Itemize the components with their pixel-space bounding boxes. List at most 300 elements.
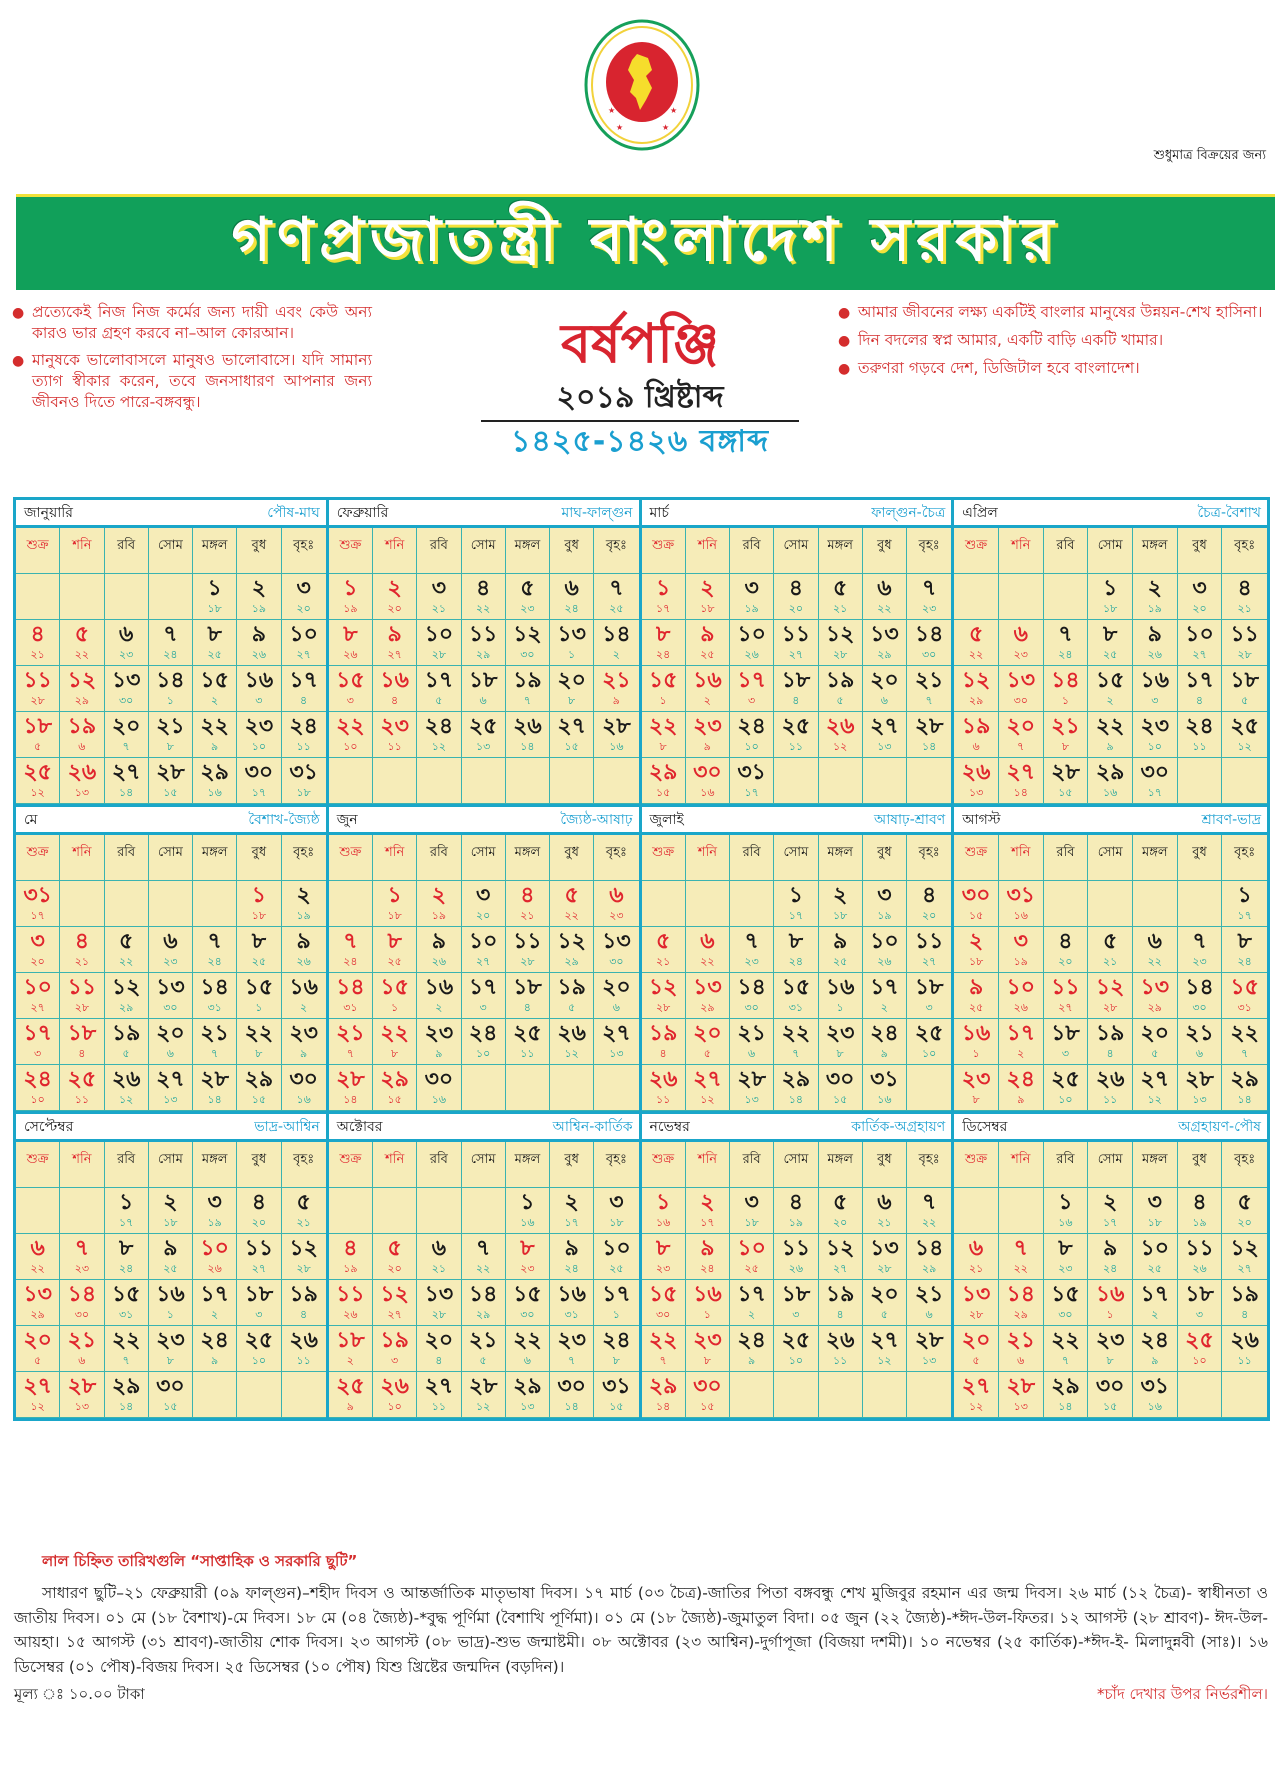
bengali-date: ২২ [30, 1262, 45, 1275]
bengali-date: ১৪ [118, 1400, 134, 1413]
day-cell [774, 1280, 818, 1326]
day-cell [149, 758, 193, 804]
gregorian-date: ১১ [23, 668, 52, 693]
gregorian-date: ২১ [1051, 714, 1080, 739]
bengali-date: ৪ [300, 1308, 308, 1321]
gregorian-date: ২১ [737, 1021, 766, 1046]
day-cell [60, 1234, 104, 1280]
weekday-header-row [642, 835, 952, 881]
gregorian-date: ১২ [513, 622, 542, 647]
day-cell [686, 712, 730, 758]
gregorian-date: ১৬ [693, 1282, 722, 1307]
day-cell [907, 1326, 951, 1372]
gregorian-date: ৪ [1058, 929, 1073, 954]
gregorian-date: ১০ [1140, 1236, 1170, 1261]
gregorian-date: ২৮ [67, 1374, 97, 1399]
bengali-date: ২৮ [30, 694, 45, 707]
month-name: সেপ্টেম্বর [24, 1118, 74, 1135]
gregorian-date: ৫ [564, 883, 579, 908]
gregorian-date: ১৬ [424, 975, 454, 1000]
weekday-label: শুক্র [954, 835, 999, 881]
bullet-icon: ● [838, 361, 851, 377]
bengali-date: ৬ [166, 1047, 174, 1060]
gregorian-date: ২ [700, 576, 715, 601]
day-cell [193, 574, 237, 620]
gregorian-date: ২৮ [737, 1067, 766, 1092]
gregorian-date: ৭ [609, 576, 624, 601]
empty-day-cell [1222, 758, 1267, 804]
day-cell [594, 973, 638, 1019]
day-cell [237, 620, 281, 666]
bengali-month-range: ফাল্গুন-চৈত্র [871, 504, 946, 521]
day-cell [1088, 1280, 1133, 1326]
weekday-label: রবি [105, 528, 149, 574]
gregorian-date: ১১ [67, 975, 97, 1000]
bengali-date: ১৩ [1192, 1093, 1207, 1106]
gregorian-date: ১৬ [156, 1282, 185, 1307]
weekday-label: বৃহঃ [282, 1142, 326, 1188]
day-cell [730, 666, 774, 712]
day-cell [105, 1372, 149, 1418]
weekday-header-row [954, 1142, 1267, 1188]
month-name: এপ্রিল [962, 504, 998, 521]
gregorian-date: ১ [655, 576, 671, 601]
bengali-date: ১৯ [1013, 955, 1028, 968]
day-cell [730, 620, 774, 666]
red-dates-legend: লাল চিহ্নিত তারিখগুলি “সাপ্তাহিক ও সরকারি ছুটি” [42, 1552, 358, 1570]
weekday-label: শনি [686, 1142, 730, 1188]
bengali-date: ২৬ [207, 1262, 222, 1275]
bengali-date: ২৪ [700, 1262, 715, 1275]
gregorian-date: ৩ [744, 576, 759, 601]
gregorian-date: ১৩ [156, 975, 185, 1000]
day-cell [60, 758, 104, 804]
bengali-date: ২৫ [1102, 648, 1118, 661]
bengali-date: ৩০ [1013, 694, 1028, 707]
bengali-date: ১৪ [1237, 1093, 1252, 1106]
day-cell [686, 1372, 730, 1418]
bengali-date: ২৫ [207, 648, 222, 661]
day-cell [506, 712, 550, 758]
bengali-date: ২৮ [1102, 1001, 1118, 1014]
bengali-date: ২৬ [877, 955, 892, 968]
day-cell [550, 1280, 594, 1326]
day-cell [60, 666, 104, 712]
day-cell [774, 666, 818, 712]
bengali-date: ২১ [832, 602, 848, 615]
month-header [642, 500, 952, 528]
gregorian-date: ৩ [296, 576, 311, 601]
day-cell [907, 1188, 951, 1234]
bengali-date: ৭ [122, 740, 130, 753]
gregorian-date: ৩০ [1095, 1374, 1125, 1399]
bengali-date: ১২ [1237, 740, 1252, 753]
bengali-date: ৪ [1106, 1047, 1114, 1060]
month-block [642, 807, 955, 1114]
gregorian-date: ২৯ [781, 1067, 811, 1092]
day-grid [329, 1188, 639, 1418]
day-cell [686, 1065, 730, 1111]
gregorian-date: ২৬ [111, 1067, 141, 1092]
month-name: আগস্ট [962, 811, 1001, 828]
gregorian-date: ১৬ [961, 1021, 991, 1046]
gregorian-date: ৩ [1013, 929, 1028, 954]
weekday-label: রবি [1044, 1142, 1089, 1188]
day-cell [329, 927, 373, 973]
bengali-date: ৭ [925, 694, 933, 707]
gregorian-date: ৯ [968, 975, 984, 1000]
gregorian-date: ১৪ [67, 1282, 97, 1307]
gregorian-date: ৩১ [737, 760, 766, 785]
bengali-date: ২৯ [564, 955, 579, 968]
empty-day-cell [863, 758, 907, 804]
gregorian-date: ১০ [602, 1236, 631, 1261]
gregorian-date: ১৮ [1185, 1282, 1214, 1307]
day-cell [16, 1280, 60, 1326]
gregorian-date: ২৫ [23, 760, 52, 785]
bengali-date: ২৭ [251, 1262, 267, 1275]
bengali-date: ৭ [1017, 740, 1025, 753]
bengali-date: ১২ [431, 740, 447, 753]
day-cell [237, 1019, 281, 1065]
day-cell [1044, 1372, 1089, 1418]
bengali-date: ১০ [1192, 1354, 1207, 1367]
gregorian-date: ২৩ [557, 1328, 586, 1353]
government-banner [16, 194, 1275, 290]
day-cell [506, 620, 550, 666]
month-header [642, 1114, 952, 1142]
day-cell [954, 1280, 999, 1326]
day-cell [642, 1188, 686, 1234]
bengali-date: ২৫ [609, 602, 624, 615]
empty-day-cell [594, 1065, 638, 1111]
bengali-date: ২৭ [30, 1001, 45, 1014]
day-cell [819, 666, 863, 712]
bengali-date: ২১ [1102, 955, 1118, 968]
weekday-label: মঙ্গল [193, 835, 237, 881]
bengali-date: ২৫ [609, 1262, 624, 1275]
day-cell [193, 712, 237, 758]
weekday-label: বুধ [237, 528, 281, 574]
bengali-date: ১০ [30, 1093, 45, 1106]
gregorian-date: ২৫ [1230, 714, 1259, 739]
bengali-date: ২৯ [700, 1001, 715, 1014]
day-cell [237, 712, 281, 758]
bengali-date: ৬ [880, 694, 888, 707]
gregorian-date: ১৩ [870, 622, 899, 647]
gregorian-date: ৮ [655, 1236, 671, 1261]
bengali-month-range: মাঘ-ফাল্গুন [561, 504, 633, 521]
day-cell [417, 666, 461, 712]
day-cell [642, 666, 686, 712]
empty-day-cell [1044, 881, 1089, 927]
gregorian-date: ১৪ [737, 975, 766, 1000]
day-cell [193, 973, 237, 1019]
day-cell [907, 620, 951, 666]
day-cell [16, 620, 60, 666]
bullet-icon: ● [12, 353, 25, 369]
day-cell [373, 927, 417, 973]
day-cell [417, 574, 461, 620]
gregorian-date: ১৮ [1230, 668, 1259, 693]
banner-title: গণপ্রজাতন্ত্রী বাংলাদেশ সরকার [231, 204, 1060, 275]
bengali-date: ১৬ [1058, 1216, 1073, 1229]
gregorian-date: ২৪ [1006, 1067, 1036, 1092]
gregorian-date: ১৮ [336, 1328, 365, 1353]
empty-day-cell [373, 758, 417, 804]
gregorian-date: ১১ [336, 1282, 365, 1307]
bengali-date: ৩ [255, 1308, 263, 1321]
gregorian-date: ১২ [1230, 1236, 1259, 1261]
bengali-date: ১০ [251, 1354, 267, 1367]
bengali-date: ৫ [1241, 694, 1249, 707]
price-label: মূল্য ঃ ১০.০০ টাকা [14, 1685, 145, 1703]
weekday-label: বৃহঃ [282, 528, 326, 574]
gregorian-date: ১৬ [289, 975, 318, 1000]
year-calendar-grid [13, 497, 1270, 1421]
weekday-header-row [16, 528, 326, 574]
gregorian-date: ৫ [1102, 929, 1118, 954]
gregorian-date: ১৫ [648, 1282, 678, 1307]
bengali-date: ২৭ [1237, 1262, 1252, 1275]
bengali-date: ১৪ [564, 1400, 579, 1413]
bengali-date: ২৩ [118, 648, 134, 661]
weekday-label: মঙ্গল [819, 835, 863, 881]
gregorian-date: ১২ [380, 1282, 409, 1307]
gregorian-date: ১৩ [602, 929, 631, 954]
day-grid [954, 1188, 1267, 1418]
day-cell [373, 712, 417, 758]
gregorian-date: ২৪ [870, 1021, 899, 1046]
weekday-label: শুক্র [642, 528, 686, 574]
day-cell [863, 1188, 907, 1234]
day-cell [417, 620, 461, 666]
day-cell [730, 1188, 774, 1234]
government-seal-logo [582, 18, 702, 152]
weekday-label: বৃহঃ [594, 1142, 638, 1188]
weekday-label: বুধ [237, 1142, 281, 1188]
empty-day-cell [282, 1372, 326, 1418]
bengali-date: ২২ [1013, 1262, 1028, 1275]
day-cell [149, 620, 193, 666]
gregorian-date: ২১ [200, 1021, 229, 1046]
day-cell [550, 1326, 594, 1372]
bengali-date: ৩০ [163, 1001, 178, 1014]
day-cell [1088, 973, 1133, 1019]
gregorian-date: ১৫ [1095, 668, 1125, 693]
gregorian-date: ১৬ [825, 975, 855, 1000]
bengali-date: ১৯ [343, 1262, 358, 1275]
day-cell [819, 881, 863, 927]
bengali-date: ৩০ [1192, 1001, 1207, 1014]
bengali-date: ১৪ [343, 1093, 358, 1106]
bengali-date: ৯ [211, 1354, 219, 1367]
day-cell [417, 1372, 461, 1418]
weekday-label: সোম [774, 1142, 818, 1188]
day-cell [819, 973, 863, 1019]
day-cell [1178, 712, 1223, 758]
weekday-label: রবি [1044, 835, 1089, 881]
gregorian-date: ২০ [870, 1282, 899, 1307]
bengali-date: ১৭ [1102, 1216, 1118, 1229]
gregorian-date: ২১ [1185, 1021, 1214, 1046]
gregorian-date: ৩ [475, 883, 491, 908]
bengali-date: ১৬ [207, 786, 222, 799]
bengali-month-range: অগ্রহায়ণ-পৌষ [1178, 1118, 1261, 1135]
gregorian-date: ১৮ [781, 668, 811, 693]
day-cell [1088, 574, 1133, 620]
bengali-date: ১৫ [163, 1400, 178, 1413]
day-cell [1222, 1188, 1267, 1234]
gregorian-date: ২৬ [648, 1067, 678, 1092]
bengali-date: ১০ [921, 1047, 937, 1060]
day-cell [1133, 927, 1178, 973]
day-cell [1044, 666, 1089, 712]
bengali-date: ১৩ [609, 1047, 624, 1060]
bengali-date: ১১ [1192, 740, 1207, 753]
gregorian-date: ২৫ [1051, 1067, 1080, 1092]
gregorian-date: ২০ [602, 975, 631, 1000]
bengali-date: ৮ [391, 1047, 399, 1060]
gregorian-date: ৪ [788, 576, 804, 601]
gregorian-date: ২৪ [23, 1067, 52, 1092]
day-cell [954, 1234, 999, 1280]
gregorian-date: ২২ [200, 714, 229, 739]
bengali-date: ৪ [1195, 694, 1204, 707]
gregorian-date: ১১ [1230, 622, 1259, 647]
day-grid [16, 574, 326, 804]
day-cell [642, 574, 686, 620]
day-cell [16, 1326, 60, 1372]
day-cell [105, 1326, 149, 1372]
day-cell [730, 758, 774, 804]
bengali-date: ২ [300, 1001, 308, 1014]
day-cell [863, 973, 907, 1019]
bengali-date: ২৩ [1013, 648, 1028, 661]
gregorian-date: ১৮ [468, 668, 498, 693]
bengali-date: ২৫ [700, 648, 715, 661]
gregorian-date: ২১ [914, 668, 944, 693]
gregorian-date: ১৮ [1051, 1021, 1080, 1046]
bengali-date: ২৭ [832, 1262, 848, 1275]
gregorian-date: ১১ [914, 929, 944, 954]
day-cell [1133, 1065, 1178, 1111]
bengali-date: ২২ [118, 955, 134, 968]
bengali-date: ২০ [1237, 1216, 1252, 1229]
bengali-date: ২৩ [744, 955, 759, 968]
day-cell [954, 712, 999, 758]
gregorian-date: ২ [387, 576, 402, 601]
day-cell [16, 1019, 60, 1065]
bengali-date: ৮ [1106, 1354, 1114, 1367]
day-cell [373, 620, 417, 666]
gregorian-date: ১৫ [781, 975, 811, 1000]
bengali-date: ২০ [475, 909, 491, 922]
day-cell [373, 574, 417, 620]
bengali-date: ৬ [523, 1354, 531, 1367]
gregorian-date: ২৭ [424, 1374, 454, 1399]
bengali-date: ২৯ [475, 648, 491, 661]
gregorian-date: ৭ [921, 1190, 937, 1215]
bengali-date: ৮ [659, 740, 667, 753]
bengali-date: ১৮ [1147, 1216, 1162, 1229]
empty-day-cell [506, 758, 550, 804]
gregorian-date: ২১ [1006, 1328, 1036, 1353]
day-cell [237, 1188, 281, 1234]
quote-item: ● মানুষকে ভালোবাসলে মানুষও ভালোবাসে। যদি সামান্য ত্যাগ স্বীকার করেন, তবে জনসাধারণ আপনার জন্য জীবনও দিতে পারে-বঙ্গবন্ধু। [12, 351, 372, 411]
bengali-date: ২০ [387, 1262, 402, 1275]
bengali-date: ৩১ [1237, 1001, 1252, 1014]
gregorian-date: ১ [207, 576, 222, 601]
empty-day-cell [1044, 574, 1089, 620]
day-cell [863, 1326, 907, 1372]
bengali-date: ১২ [30, 786, 45, 799]
bengali-date: ৯ [435, 1047, 443, 1060]
weekday-label: শুক্র [642, 1142, 686, 1188]
empty-day-cell [329, 1188, 373, 1234]
gregorian-date: ১০ [737, 622, 766, 647]
bengali-date: ১৫ [609, 1400, 624, 1413]
gregorian-date: ২৮ [336, 1067, 365, 1092]
bengali-date: ৪ [792, 694, 800, 707]
gregorian-date: ১৭ [424, 668, 454, 693]
gregorian-date: ২৬ [1095, 1067, 1125, 1092]
bengali-date: ১ [836, 1001, 844, 1014]
weekday-label: বৃহঃ [282, 835, 326, 881]
day-cell [282, 574, 326, 620]
gregorian-date: ৭ [1013, 1236, 1028, 1261]
bengali-date: ২৬ [744, 648, 759, 661]
day-cell [1133, 973, 1178, 1019]
bengali-date: ২২ [475, 602, 491, 615]
gregorian-date: ১ [788, 883, 804, 908]
bengali-date: ২৯ [921, 1262, 937, 1275]
bengali-date: ৭ [792, 1047, 800, 1060]
day-cell [594, 1372, 638, 1418]
bengali-date: ১৬ [1102, 786, 1118, 799]
day-cell [1088, 1326, 1133, 1372]
bengali-date: ২৮ [1237, 648, 1252, 661]
bengali-date: ২৯ [475, 1308, 491, 1321]
gregorian-date: ২০ [961, 1328, 991, 1353]
day-cell [686, 758, 730, 804]
bengali-date: ২০ [296, 602, 311, 615]
weekday-label: মঙ্গল [819, 528, 863, 574]
day-cell [1044, 973, 1089, 1019]
day-cell [954, 1326, 999, 1372]
gregorian-date: ২৭ [1006, 760, 1036, 785]
bengali-date: ৮ [1061, 740, 1069, 753]
gregorian-date: ২২ [336, 714, 365, 739]
bengali-date: ২৩ [921, 602, 937, 615]
gregorian-date: ৩০ [289, 1067, 318, 1092]
bengali-date: ১৯ [251, 602, 267, 615]
bengali-date: ২৭ [1058, 1001, 1073, 1014]
bengali-month-range: আশ্বিন-কার্তিক [552, 1118, 633, 1135]
day-cell [954, 881, 999, 927]
gregorian-date: ২৭ [23, 1374, 52, 1399]
bengali-date: ১৬ [431, 1093, 447, 1106]
weekday-label: শনি [686, 528, 730, 574]
gregorian-date: ১৯ [67, 714, 97, 739]
day-cell [1178, 1234, 1223, 1280]
day-cell [550, 1019, 594, 1065]
gregorian-date: ১৬ [1140, 668, 1170, 693]
gregorian-date: ১৪ [914, 622, 944, 647]
gregorian-date: ২৮ [156, 760, 185, 785]
day-cell [774, 574, 818, 620]
gregorian-year: ২০১৯ খ্রিষ্টাব্দ [556, 380, 724, 415]
